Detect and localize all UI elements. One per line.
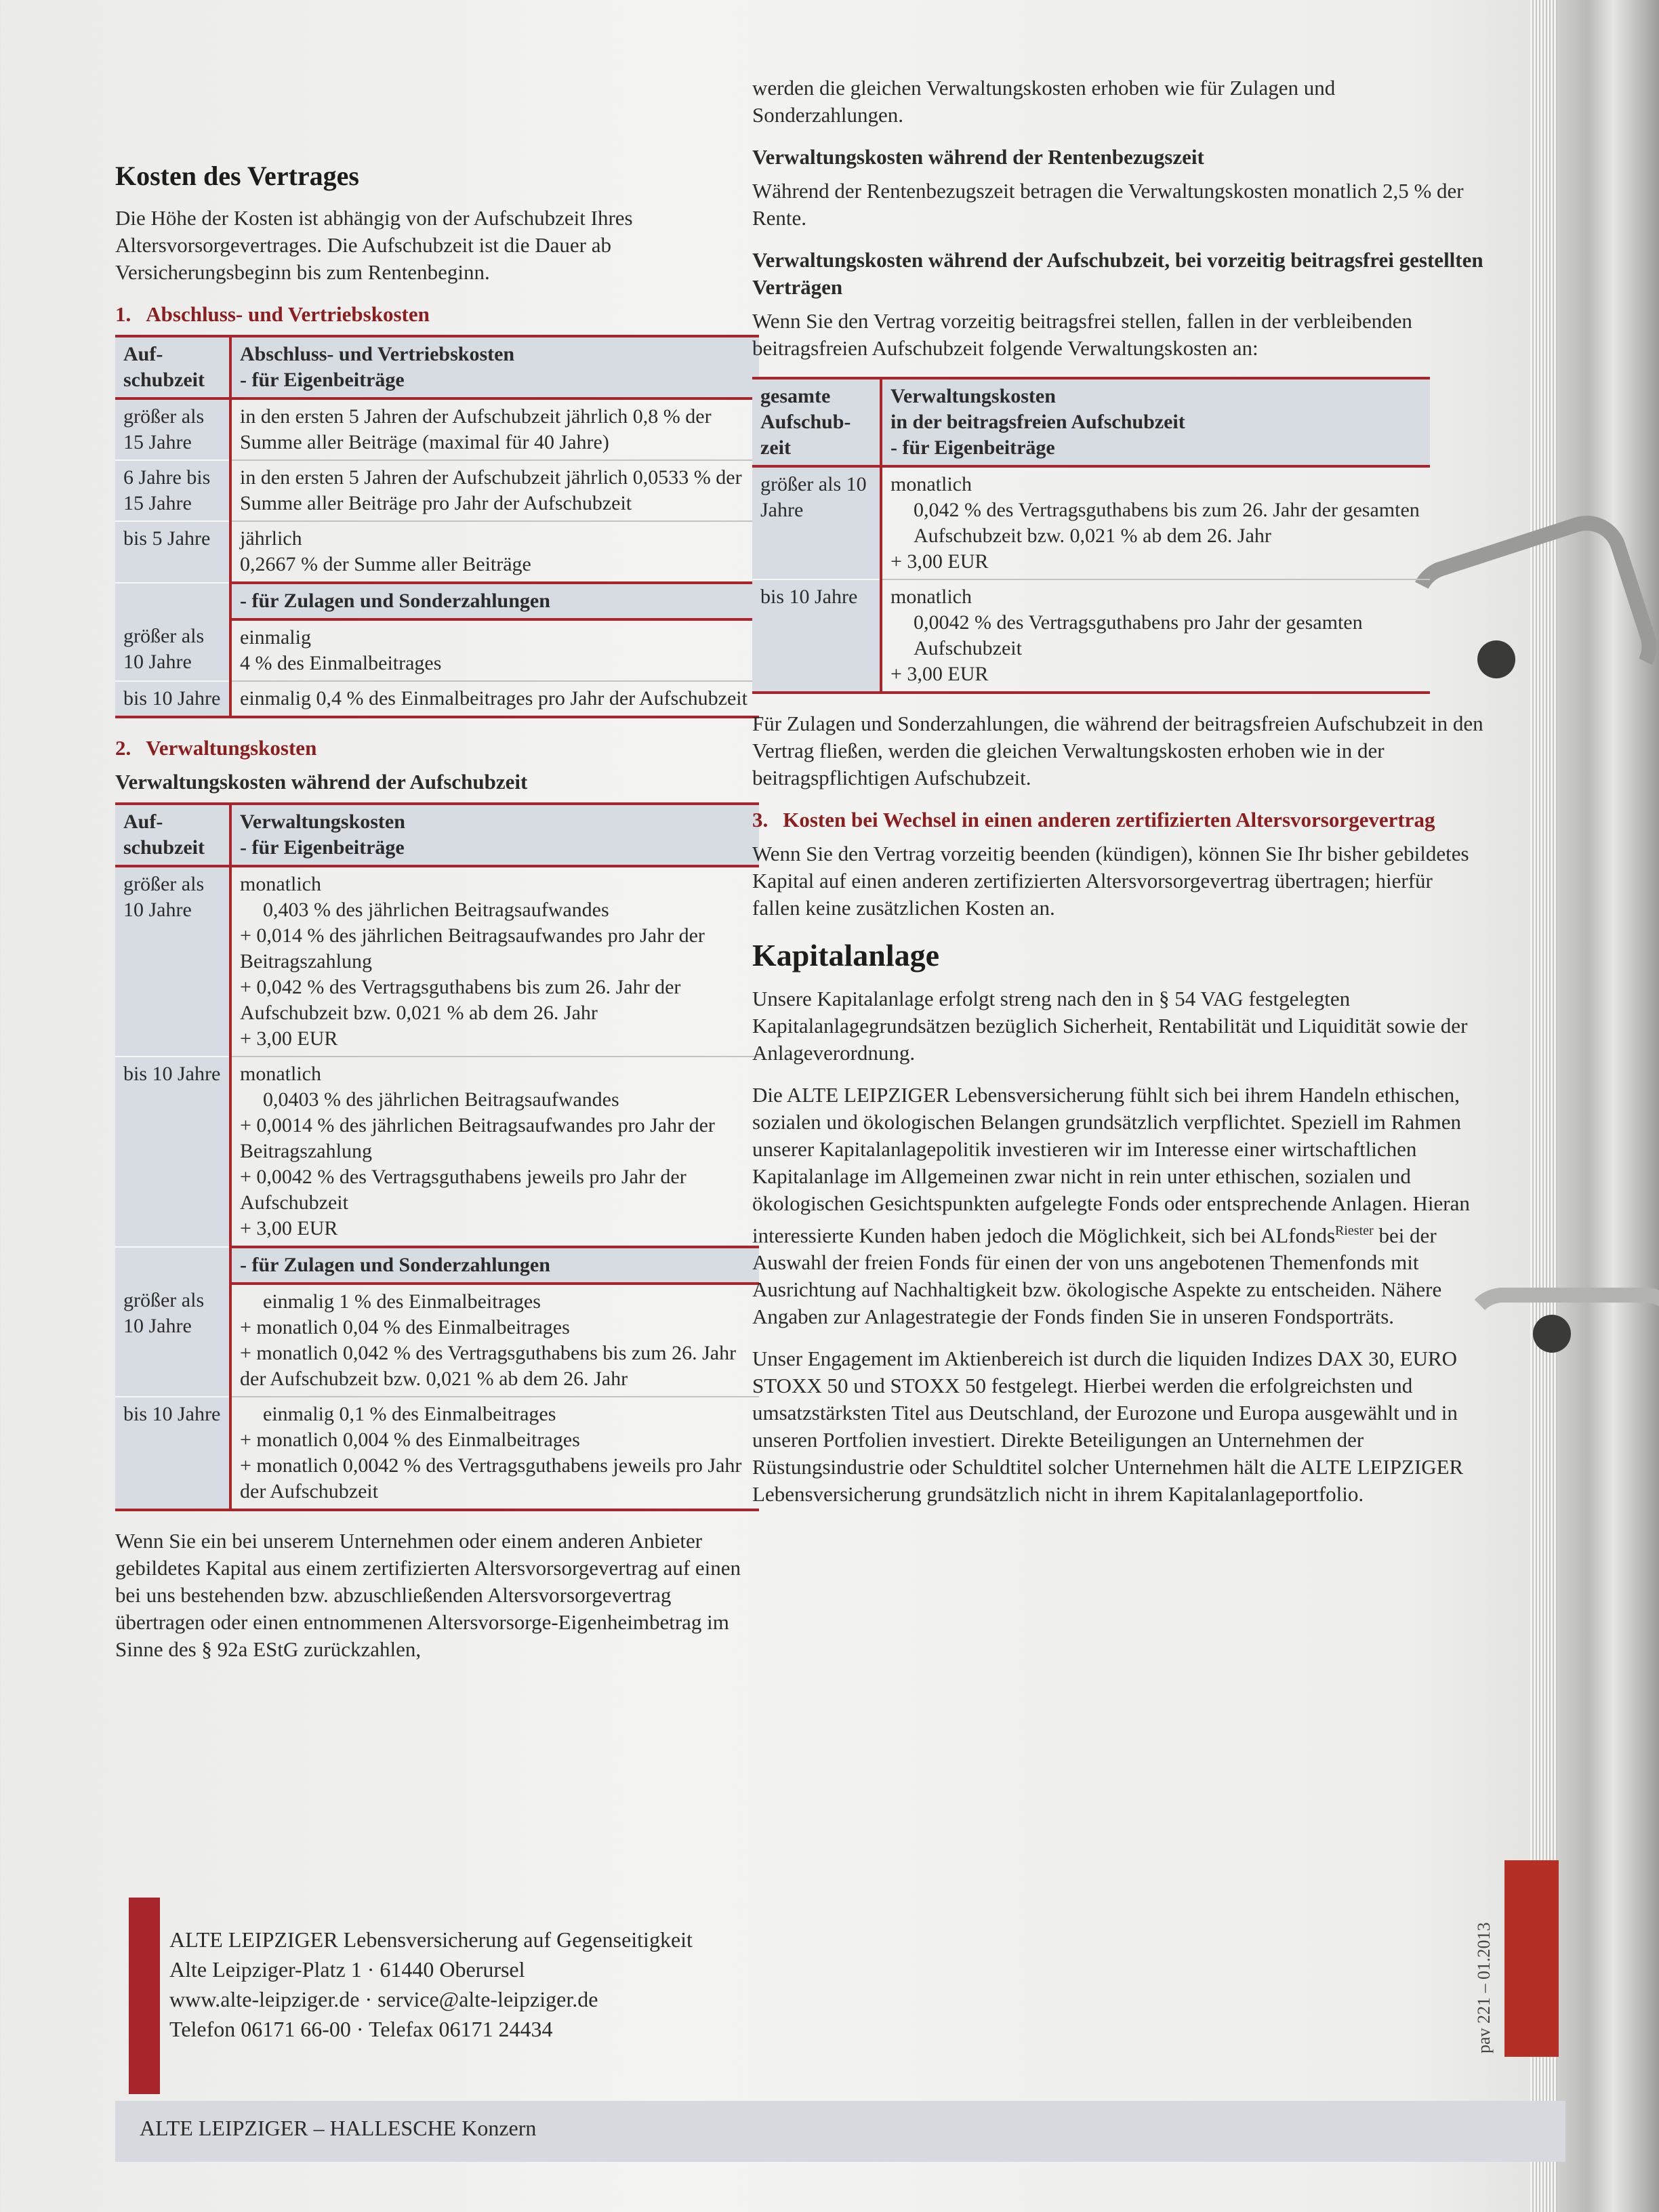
col-header-deferral: Auf-schubzeit — [115, 804, 230, 866]
investment-paragraph-3: Unser Engagement im Aktienbereich ist durch die liquiden Indizes DAX 30, EURO STOXX 50 und STOXX 50 festgelegt. Hierbei werden die erfolgreichsten und umsatzstärksten Titel aus Deutschland, der Eurozone und Europa ausgewählt und in unseren Portfolien investiert. Direkte Beteiligungen an Unternehmen der Rüstungsindustrie oder Schuldtitel solcher Unternehmen hält die ALTE LEIPZIGER Lebensversicherung grundsätzlich nicht in ihrem Kapitalanlageportfolio. — [752, 1347, 1464, 1507]
pension-period-text: Während der Rentenbezugszeit betragen die Verwaltungskosten monatlich 2,5 % der Rente. — [752, 179, 1464, 230]
table-row: größer als 10 Jahre einmalig 1 % des Einmalbeitrages + monatlich 0,04 % des Einmalbeitrages + monatlich 0,042 % des Vertragsguthabens bis zum 26. Jahr der Aufschubzeit bzw. 0,021 % ab dem 26. Jahr — [115, 1284, 759, 1397]
acquisition-costs-table — [115, 335, 759, 718]
premium-free-heading: Verwaltungskosten während der Aufschubzeit, bei vorzeitig beitragsfrei gestellten Verträgen — [752, 248, 1483, 299]
admin-costs-deferral-heading: Verwaltungskosten während der Aufschubzeit — [115, 770, 528, 794]
section-3-heading: 3. Kosten bei Wechsel in einen anderen zertifizierten Altersvorsorgevertrag — [752, 808, 1435, 832]
table-row: bis 10 Jahre einmalig 0,4 % des Einmalbeitrages pro Jahr der Aufschubzeit — [115, 681, 759, 717]
company-web-email: www.alte-leipziger.de · service@alte-leipziger.de — [169, 1987, 598, 2011]
table-row: größer als 10 Jahre monatlich 0,403 % des jährlichen Beitragsaufwandes + 0,014 % des jährlichen Beitragsaufwandes pro Jahr der Beitragszahlung + 0,042 % des Vertragsguthabens bis zum 26. Jahr der Aufschubzeit bzw. 0,021 % ab dem 26. Jahr + 3,00 EUR — [115, 866, 759, 1057]
section-1-heading: 1. Abschluss- und Vertriebskosten — [115, 302, 430, 326]
switch-paragraph: Wenn Sie den Vertrag vorzeitig beenden (kündigen), können Sie Ihr bisher gebildetes Kapital auf einen anderen zertifizierten Altersvorsorgevertrag übertragen; hierfür fallen keine zusätzlichen Kosten an. — [752, 842, 1469, 920]
col-header-costs: Abschluss- und Vertriebskosten - für Eigenbeiträge — [230, 336, 759, 398]
col-header-deferral: Auf-schubzeit — [115, 336, 230, 398]
premium-free-text: Wenn Sie den Vertrag vorzeitig beitragsfrei stellen, fallen in der verbleibenden beitragsfreien Aufschubzeit folgende Verwaltungskosten an: — [752, 309, 1412, 360]
continued-paragraph: werden die gleichen Verwaltungskosten erhoben wie für Zulagen und Sonderzahlungen. — [752, 76, 1336, 127]
investment-paragraph-2: Die ALTE LEIPZIGER Lebensversicherung fühlt sich bei ihrem Handeln ethischen, sozialen und ökologischen Belangen grundsätzlich verpflichtet. Speziell im Rahmen unserer Kapitalanlagepolitik investieren wir im Interesse einer wirtschaftlichen Kapitalanlage im Allgemeinen zwar nicht in rein unter ethischen, sozialen und ökologischen Gesichtspunkten aufgelegte Fonds oder entsprechende Anlagen. Hieran interessierte Kunden haben jedoch die Möglichkeit, sich bei ALfonds$^{Riester}$ bei der Auswahl der freien Fonds für einen der von uns angebotenen Themenfonds mit Ausrichtung auf Nachhaltigkeit bzw. ökologische Aspekte zu entscheiden. Nähere Angaben zur Anlagestrategie der Fonds finden Sie in unseren Fondsporträts. — [752, 1083, 1470, 1329]
group-band — [115, 2101, 1565, 2162]
pension-period-heading: Verwaltungskosten während der Rentenbezugszeit — [752, 145, 1204, 169]
col-header-premium-free-costs: Verwaltungskosten in der beitragsfreien Aufschubzeit - für Eigenbeiträge — [881, 378, 1430, 466]
table-subheader: - für Zulagen und Sonderzahlungen — [115, 583, 759, 619]
binder-background — [1557, 0, 1659, 2212]
table-row: größer als 15 Jahre in den ersten 5 Jahren der Aufschubzeit jährlich 0,8 % der Summe aller Beiträge (maximal für 40 Jahre) — [115, 398, 759, 460]
investment-title: Kapitalanlage — [752, 938, 940, 972]
table-row: bis 5 Jahre jährlich 0,2667 % der Summe aller Beiträge — [115, 521, 759, 583]
col-header-admin-costs: Verwaltungskosten - für Eigenbeiträge — [230, 804, 759, 866]
premium-free-costs-table — [752, 377, 1430, 694]
document-code: pav 221 – 01.2013 — [1474, 1922, 1494, 2053]
table-row: bis 10 Jahre einmalig 0,1 % des Einmalbeitrages + monatlich 0,004 % des Einmalbeitrages + monatlich 0,0042 % des Vertragsguthabens jeweils pro Jahr der Aufschubzeit — [115, 1397, 759, 1510]
left-column — [115, 163, 759, 1678]
table-row: bis 10 Jahre monatlich 0,0403 % des jährlichen Beitragsaufwandes + 0,0014 % des jährlichen Beitragsaufwandes pro Jahr der Beitragszahlung + 0,0042 % des Vertragsguthabens jeweils pro Jahr der Aufschubzeit + 3,00 EUR — [115, 1057, 759, 1247]
binder-ring-lower — [1462, 1288, 1659, 1423]
table-row: bis 10 Jahre monatlich 0,0042 % des Vertragsguthabens pro Jahr der gesamten Aufschubzeit + 3,00 EUR — [752, 579, 1430, 693]
company-phone-fax: Telefon 06171 66-00 · Telefax 06171 24434 — [169, 2017, 553, 2041]
group-name: ALTE LEIPZIGER – HALLESCHE Konzern — [140, 2116, 537, 2140]
company-footer — [129, 1898, 806, 2094]
costs-title: Kosten des Vertrages — [115, 161, 359, 191]
table-subheader: - für Zulagen und Sonderzahlungen — [115, 1247, 759, 1284]
table-row: größer als 10 Jahre monatlich 0,042 % des Vertragsguthabens bis zum 26. Jahr der gesamten Aufschubzeit bzw. 0,021 % ab dem 26. Jahr + 3,00 EUR — [752, 466, 1430, 579]
costs-intro: Die Höhe der Kosten ist abhängig von der Aufschubzeit Ihres Altersvorsorgevertrages. Die Aufschubzeit ist die Dauer ab Versicherungsbeginn bis zum Rentenbeginn. — [115, 206, 633, 284]
col-header-total-deferral: gesamte Aufschub-zeit — [752, 378, 881, 466]
admin-costs-table — [115, 802, 759, 1511]
company-address: Alte Leipziger-Platz 1 · 61440 Oberursel — [169, 1957, 525, 1982]
right-column — [752, 75, 1484, 1523]
table-row: 6 Jahre bis 15 Jahre in den ersten 5 Jahren der Aufschubzeit jährlich 0,0533 % der Summe aller Beiträge pro Jahr der Aufschubzeit — [115, 460, 759, 521]
punch-hole-lower — [1533, 1315, 1571, 1353]
section-2-heading: 2. Verwaltungskosten — [115, 736, 317, 760]
transfer-paragraph: Wenn Sie ein bei unserem Unternehmen oder einem anderen Anbieter gebildetes Kapital aus einem zertifizierten Altersvorsorgevertrag auf einen bei uns bestehenden bzw. abzuschließenden Altersvorsorgevertrag übertragen oder einen entnommenen Altersvorsorge-Eigenheimbetrag im Sinne des § 92a EStG zurückzahlen, — [115, 1529, 741, 1661]
right-accent-bar — [1504, 1860, 1559, 2057]
table-row: größer als 10 Jahre einmalig 4 % des Einmalbeitrages — [115, 619, 759, 681]
investment-paragraph-1: Unsere Kapitalanlage erfolgt streng nach den in § 54 VAG festgelegten Kapitalanlagegrundsätzen bezüglich Sicherheit, Rentabilität und Liquidität sowie der Anlageverordnung. — [752, 987, 1468, 1065]
footer-accent-bar — [129, 1898, 160, 2094]
contributions-paragraph: Für Zulagen und Sonderzahlungen, die während der beitragsfreien Aufschubzeit in den Vertrag fließen, werden die gleichen Verwaltungskosten erhoben wie in der beitragspflichtigen Aufschubzeit. — [752, 712, 1483, 790]
company-name: ALTE LEIPZIGER Lebensversicherung auf Gegenseitigkeit — [169, 1927, 693, 1952]
